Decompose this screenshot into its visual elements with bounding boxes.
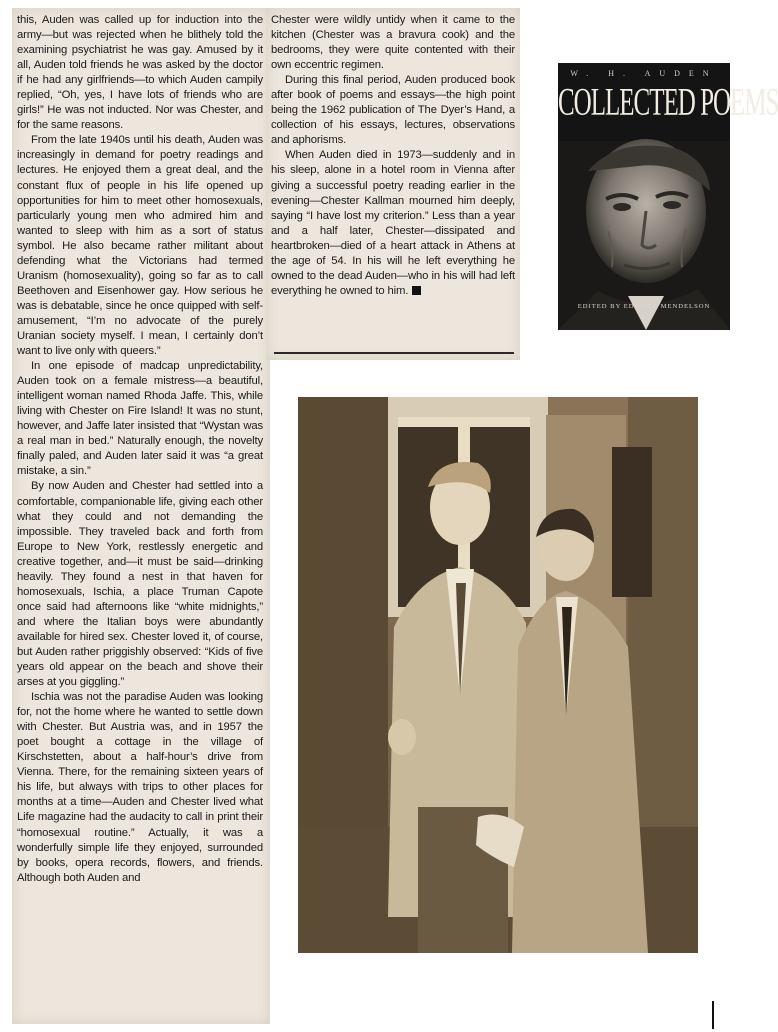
corner-rule (712, 1001, 714, 1029)
cover-author: W. H. AUDEN (570, 69, 718, 78)
paragraph-last (271, 148, 515, 298)
end-mark-icon (412, 286, 421, 295)
paragraph: During this final period, Auden produced book after book of poems and essays—the high point being the 1962 publication of The Dyer’s Hand, a collection of his essays, lectures, observations and aphorisms. (271, 74, 515, 147)
paragraph-text: When Auden died in 1973—suddenly and in his sleep, alone in a hotel room in Vienna after giving a successful poetry reading earlier in the evening—Chester Kallman mourned him deeply, saying “I have lost my criterion.” Less than a year and a half later, Chester—dissipated and heartbroken—died of a heart attack in Athens at the age of 54. In his will he left everything he owned to the dead Auden—who in his will had left everything he owned to him. (271, 149, 515, 297)
paragraph: Chester were wildly untidy when it came to the kitchen (Chester was a bravura cook) and the bedrooms, they were quite contented with their own eccentric regimen. (271, 14, 515, 72)
cover-title: COLLECTED POEMS (558, 82, 778, 124)
article-scan-left (12, 8, 270, 1024)
paragraph: By now Auden and Chester had settled into a comfortable, companionable life, giving each other what they could and not demanding the impossible. They traveled back and forth from Europe to New York, restlessly energetic and creative together, and—it must be said—drinking heavily. They found a nest in that haven for homosexuals, Ischia, a place Truman Capote once said had afternoons like “white midnights,” and where the Italian boys were abundantly available for hired sex. Chester loved it, of course, but Auden rather priggishly observed: “Kids of five years old appear on the beach and shove their arses at you giggling.” (17, 480, 263, 689)
column-rule (274, 352, 514, 354)
paragraph: Ischia was not the paradise Auden was looking for, not the home where he wanted to settle down with Chester. But Austria was, and in 1957 the poet bought a cottage in the village of Kirschstetten, about a half-hour’s drive from Vienna. There, for the remaining sixteen years of his life, but always with trips to other places for months at a time—Auden and Chester lived what Life magazine had the audacity to call in print their “homosexual routine.” Actually, it was a wonderfully simple life they enjoyed, surrounded by books, opera records, flowers, and friends. Although both Auden and (17, 691, 263, 884)
paragraph: From the late 1940s until his death, Auden was increasingly in demand for poetry readings and lectures. He enjoyed them a great deal, and the constant flux of people in his life opened up opportunities for him to meet other homosexuals, particularly young men who admired him and wanted to sleep with him as a sort of status symbol. He also became rather militant about defending what the Victorians had termed Uranism (homosexuality), going so far as to call Beethoven and Eisenhower gay. How serious he was is debatable, since he once quipped with self-amusement, “I’m no advocate of the purely Uranian society myself. I mean, I certainly don’t want to live only with queers.” (17, 134, 263, 358)
cover-editor-line: EDITED BY EDWARD MENDELSON (577, 303, 711, 310)
article-column-left (17, 13, 263, 886)
portrait-icon (558, 141, 730, 330)
book-cover (558, 63, 778, 330)
article-column-right (271, 13, 515, 299)
paragraph: this, Auden was called up for induction into the army—but was rejected when he blithely told the examining psychiatrist he was gay. Amused by it all, Auden told friends he was asked by the doctor if he had any girlfriends—to which Auden campily replied, “Oh, yes, I have lots of friends who are girls!” He was not inducted. Nor was Chester, and for the same reasons. (17, 14, 263, 132)
two-men-photo (298, 397, 698, 953)
paragraph: In one episode of madcap unpredictability, Auden took on a female mistress—a beautiful, intelligent woman named Rhoda Jaffe. This, while living with Chester on Fire Island! It was no stunt, however, and Jaffe later insisted that “Wystan was a real man in bed.” Naturally enough, the novelty finally paled, and Auden later said it was “a great mistake, a sin.” (17, 360, 263, 478)
two-men-photo-icon (298, 397, 698, 953)
article-scan-right (266, 8, 520, 360)
